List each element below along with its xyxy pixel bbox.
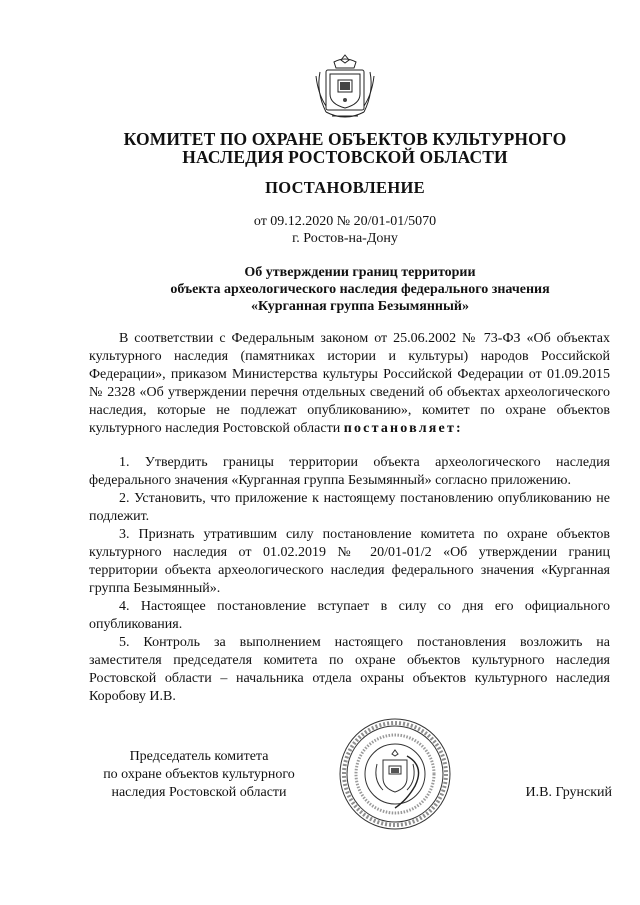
committee-title-line2: НАСЛЕДИЯ РОСТОВСКОЙ ОБЛАСТИ	[182, 147, 508, 167]
date-number: от 09.12.2020 № 20/01-01/5070	[253, 214, 437, 229]
document-type: ПОСТАНОВЛЕНИЕ	[265, 178, 425, 197]
document-meta	[60, 213, 630, 247]
subject-line2: объекта археологического наследия федерального значения	[170, 282, 550, 297]
coat-of-arms-icon	[312, 52, 378, 124]
document-subject	[110, 264, 610, 315]
list-item: 2. Установить, что приложение к настоящему постановлению опубликованию не подлежит.	[89, 491, 610, 524]
position-line2: по охране объектов культурного	[103, 767, 295, 782]
list-item: 4. Настоящее постановление вступает в силу со дня его официального опубликования.	[89, 599, 610, 632]
subject-line3: «Курганная группа Безымянный»	[250, 299, 469, 314]
city: г. Ростов-на-Дону	[292, 231, 398, 246]
official-seal-icon	[337, 716, 453, 832]
committee-title-line1: КОМИТЕТ ПО ОХРАНЕ ОБЪЕКТОВ КУЛЬТУРНОГО	[123, 129, 567, 149]
list-item: 1. Утвердить границы территории объекта археологического наследия федерального значения «Курганная группа Безымянный» согласно приложению.	[89, 455, 610, 488]
resolves-word: постановляет:	[343, 421, 463, 436]
committee-title	[60, 130, 630, 166]
position-line3: наследия Ростовской области	[111, 785, 287, 800]
list-item: 3. Признать утратившим силу постановление комитета по охране объектов культурного наследия от 01.02.2019 № 20/01-01/2 «Об утверждении границ территории объекта археологического наследия федерального значения «Курганная группа Безымянный».	[89, 527, 610, 596]
list-item: 5. Контроль за выполнением настоящего постановления возложить на заместителя председателя комитета по охране объектов культурного наследия Ростовской области – начальника отдела охраны объектов культурного наследия Коробову И.В.	[89, 635, 610, 704]
document-body	[89, 330, 610, 706]
subject-line1: Об утверждении границ территории	[244, 265, 476, 280]
preamble-paragraph	[89, 330, 610, 438]
preamble-text: В соответствии с Федеральным законом от 25.06.2002 № 73-ФЗ «Об объектах культурного наследия (памятниках истории и культуры) народов Российской Федерации», приказом Министерства культуры Российской Федерации от 01.09.2015 № 2328 «Об утверждении перечня отдельных сведений об объектах археологического наследия, которые не подлежат опубликованию», комитет по охране объектов культурного наследия Ростовской области	[89, 331, 610, 436]
signatory-name: И.В. Грунский	[525, 785, 612, 800]
signatory-position	[89, 748, 309, 802]
position-line1: Председатель комитета	[129, 749, 269, 764]
